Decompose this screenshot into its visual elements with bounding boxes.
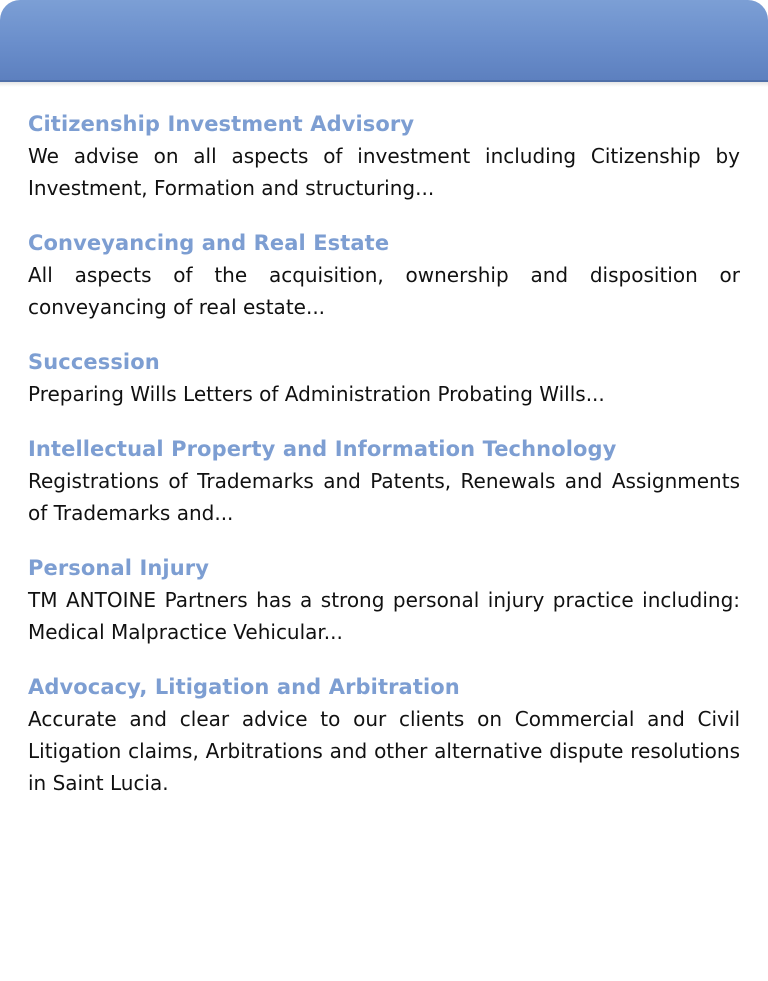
service-title-advocacy[interactable]: Advocacy, Litigation and Arbitration bbox=[28, 675, 460, 699]
service-description-advocacy: Accurate and clear advice to our clients on Commercial and Civil Litigation claims, Arbitrations and other alternative dispute resolutions in Saint Lucia. bbox=[28, 707, 740, 795]
service-description-personal-injury: TM ANTOINE Partners has a strong personal injury practice including: Medical Malpractice Vehicular... bbox=[28, 588, 740, 644]
service-item-conveyancing bbox=[28, 227, 740, 323]
service-item-intellectual-property bbox=[28, 433, 740, 529]
header-shadow bbox=[0, 82, 768, 87]
service-title-succession[interactable]: Succession bbox=[28, 350, 160, 374]
service-description-succession: Preparing Wills Letters of Administration Probating Wills... bbox=[28, 382, 605, 406]
service-item-citizenship bbox=[28, 108, 740, 204]
service-description-citizenship: We advise on all aspects of investment including Citizenship by Investment, Formation and structuring... bbox=[28, 144, 740, 200]
service-item-personal-injury bbox=[28, 552, 740, 648]
service-item-advocacy bbox=[28, 671, 740, 799]
service-title-personal-injury[interactable]: Personal Injury bbox=[28, 556, 210, 580]
service-item-succession bbox=[28, 346, 740, 410]
service-title-conveyancing[interactable]: Conveyancing and Real Estate bbox=[28, 231, 390, 255]
service-description-conveyancing: All aspects of the acquisition, ownership and disposition or conveyancing of real estate... bbox=[28, 263, 740, 319]
service-title-citizenship[interactable]: Citizenship Investment Advisory bbox=[28, 112, 415, 136]
services-list bbox=[28, 108, 740, 822]
panel-header bbox=[0, 0, 768, 82]
service-title-intellectual-property[interactable]: Intellectual Property and Information Technology bbox=[28, 437, 617, 461]
service-description-intellectual-property: Registrations of Trademarks and Patents, Renewals and Assignments of Trademarks and... bbox=[28, 469, 740, 525]
